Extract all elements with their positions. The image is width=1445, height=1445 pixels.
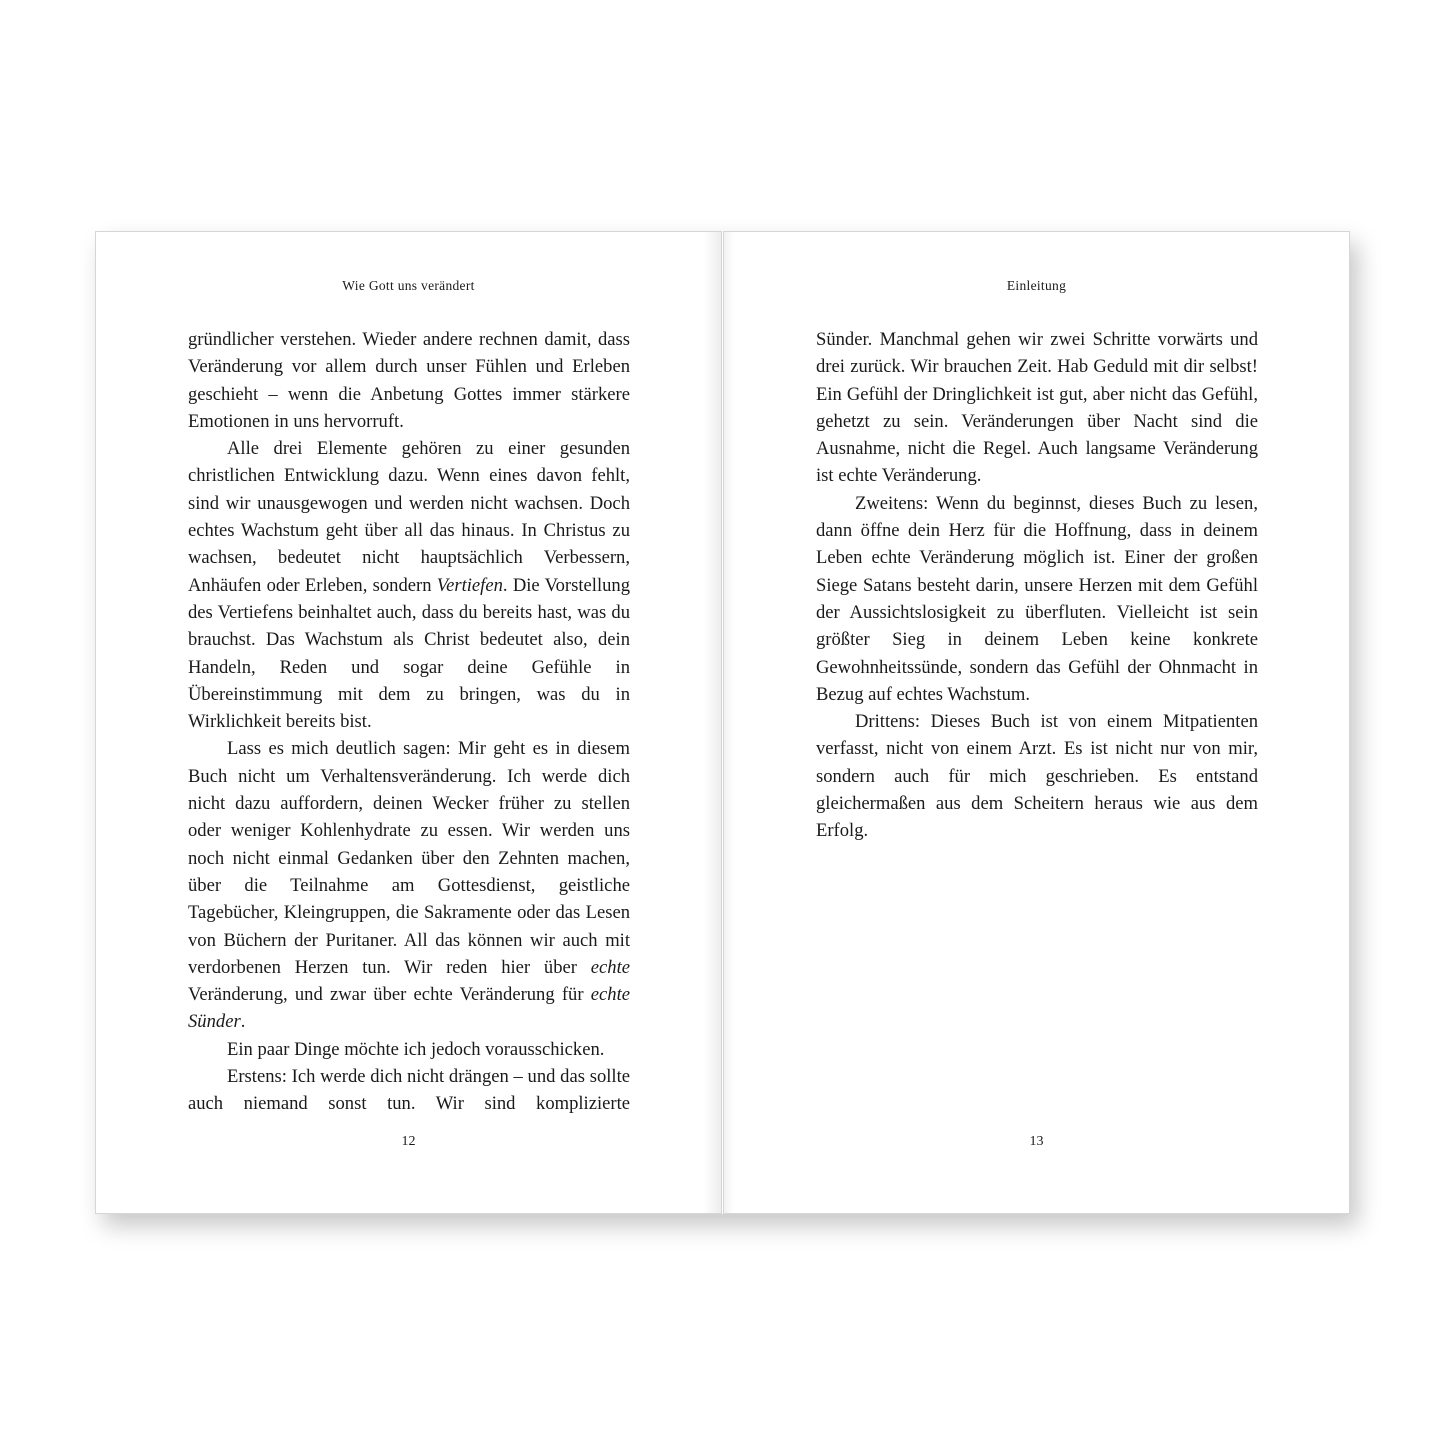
emphasis: Vertiefen [436, 574, 503, 596]
running-head-left: Wie Gott uns verändert [342, 278, 475, 293]
paragraph: gründlicher verstehen. Wieder andere rechnen damit, dass Veränderung vor allem durch unser Fühlen und Erleben geschieht – wenn die Anbetung Gottes immer stärkere Emotionen in uns hervorruft. [188, 329, 630, 432]
paragraph: Erstens: Ich werde dich nicht drängen – und das sollte auch niemand sonst tun. Wir sind komplizierte [188, 1066, 630, 1115]
page-number-left: 12 [401, 1134, 416, 1149]
right-page-body [816, 326, 1258, 845]
paragraph: Alle drei Elemente gehören zu einer gesunden christlichen Entwicklung dazu. Wenn eines davon fehlt, sind wir unausgewogen und werden nicht wachsen. Doch echtes Wachstum geht über all das hinaus. In Christus zu wachsen, bedeutet nicht hauptsächlich Verbessern, Anhäufen oder Erleben, sondern Vertiefen. Die Vorstellung des Vertiefens beinhaltet auch, dass du bereits hast, was du brauchst. Das Wachstum als Christ bedeutet also, dein Handeln, Reden und sogar deine Gefühle in Übereinstimmung mit dem zu bringen, was du in Wirklichkeit bereits bist. [188, 438, 630, 733]
paragraph: Sünder. Manchmal gehen wir zwei Schritte vorwärts und drei zurück. Wir brauchen Zeit. Hab Geduld mit dir selbst! Ein Gefühl der Dringlichkeit ist gut, aber nicht das Gefühl, gehetzt zu sein. Veränderungen über Nacht sind die Ausnahme, nicht die Regel. Auch langsame Veränderung ist echte Veränderung. [816, 329, 1258, 487]
emphasis: echte [590, 956, 630, 978]
left-page [95, 231, 722, 1214]
paragraph: Lass es mich deutlich sagen: Mir geht es in diesem Buch nicht um Verhaltensveränderung. Ich werde dich nicht dazu auffordern, deinen Wecker früher zu stellen oder weniger Kohlenhydrate zu essen. Wir werden uns noch nicht einmal Gedanken über den Zehnten machen, über die Teilnahme am Gottesdienst, geistliche Tagebücher, Kleingruppen, die Sakramente oder das Lesen von Büchern der Puritaner. All das können wir auch mit verdorbenen Herzen tun. Wir reden hier über echte Veränderung, und zwar über echte Veränderung für echte Sünder. [188, 738, 630, 1033]
left-page-body [188, 326, 630, 1118]
emphasis: echte Sünder [188, 984, 630, 1033]
gutter-shadow [724, 232, 734, 1213]
paragraph: Zweitens: Wenn du beginnst, dieses Buch zu lesen, dann öffne dein Herz für die Hoffnung, dass in deinem Leben echte Veränderung möglich ist. Einer der großen Siege Satans besteht darin, unsere Herzen mit dem Gefühl der Aussichtslosigkeit zu überfluten. Vielleicht ist sein größter Sieg in deinem Leben keine konkrete Gewohnheitssünde, sondern das Gefühl der Ohnmacht in Bezug auf echtes Wachstum. [816, 492, 1258, 705]
gutter-shadow [703, 232, 721, 1213]
paragraph: Ein paar Dinge möchte ich jedoch vorausschicken. [227, 1038, 605, 1060]
paragraph: Drittens: Dieses Buch ist von einem Mitpatienten verfasst, nicht von einem Arzt. Es ist nicht nur von mir, sondern auch für mich geschrieben. Es entstand gleichermaßen aus dem Scheitern heraus wie aus dem Erfolg. [816, 711, 1258, 842]
running-head-right: Einleitung [1006, 278, 1067, 293]
right-page [723, 231, 1350, 1214]
page-number-right: 13 [1029, 1134, 1044, 1149]
book-spread [95, 231, 1350, 1214]
